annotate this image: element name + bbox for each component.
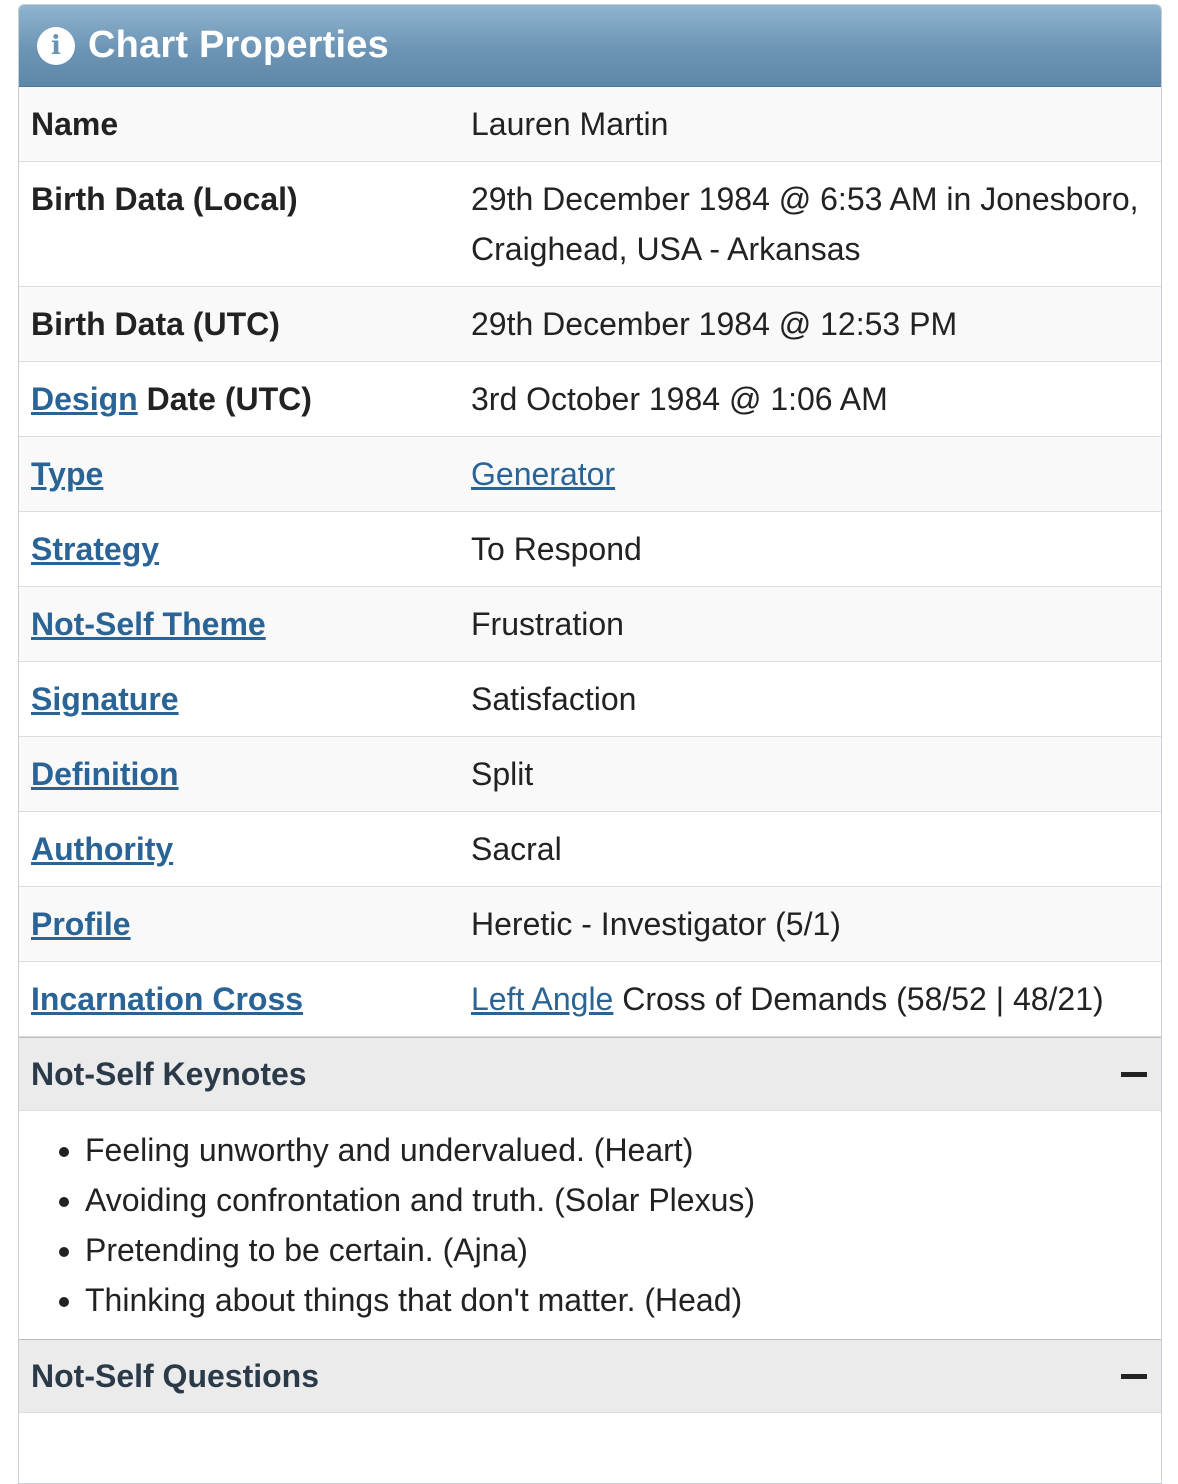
- table-row: [19, 887, 1161, 962]
- design-date-label: [19, 362, 459, 437]
- panel-title: Chart Properties: [88, 24, 389, 66]
- definition-value: Split: [459, 737, 1161, 812]
- authority-value: Sacral: [459, 812, 1161, 887]
- birth-local-label: Birth Data (Local): [19, 162, 459, 287]
- not-self-keynotes-title: Not-Self Keynotes: [31, 1055, 307, 1092]
- not-self-questions-header[interactable]: [19, 1339, 1161, 1413]
- name-value: Lauren Martin: [459, 87, 1161, 162]
- not-self-theme-value: Frustration: [459, 587, 1161, 662]
- info-icon: i: [37, 27, 75, 65]
- incarnation-cross-label-cell: [19, 962, 459, 1037]
- chart-properties-panel: [18, 4, 1162, 1484]
- generator-link[interactable]: Generator: [471, 456, 616, 492]
- table-row: [19, 962, 1161, 1037]
- type-value-cell: [459, 437, 1161, 512]
- signature-link[interactable]: Signature: [31, 681, 179, 717]
- not-self-theme-link[interactable]: Not-Self Theme: [31, 606, 266, 642]
- incarnation-cross-link[interactable]: Incarnation Cross: [31, 981, 304, 1017]
- table-row: [19, 512, 1161, 587]
- table-row: [19, 162, 1161, 287]
- not-self-keynotes-header[interactable]: [19, 1037, 1161, 1111]
- keynotes-list: [19, 1111, 1161, 1339]
- design-link[interactable]: Design: [31, 381, 138, 417]
- strategy-value: To Respond: [459, 512, 1161, 587]
- table-row: [19, 362, 1161, 437]
- list-item: • Avoiding confrontation and truth. (Solar Plexus): [85, 1175, 1161, 1225]
- signature-label-cell: [19, 662, 459, 737]
- table-row: [19, 287, 1161, 362]
- table-row: [19, 87, 1161, 162]
- table-row: [19, 587, 1161, 662]
- collapse-minus-icon[interactable]: [1121, 1374, 1147, 1379]
- not-self-theme-label-cell: [19, 587, 459, 662]
- authority-link[interactable]: Authority: [31, 831, 174, 867]
- type-label-cell: [19, 437, 459, 512]
- name-label: Name: [19, 87, 459, 162]
- birth-local-value: 29th December 1984 @ 6:53 AM in Jonesboro, Craighead, USA - Arkansas: [459, 162, 1161, 287]
- collapse-minus-icon[interactable]: [1121, 1072, 1147, 1077]
- birth-utc-label: Birth Data (UTC): [19, 287, 459, 362]
- list-item: • Thinking about things that don't matter. (Head): [85, 1275, 1161, 1325]
- design-date-label-rest: Date (UTC): [137, 381, 312, 417]
- list-item: • Pretending to be certain. (Ajna): [85, 1225, 1161, 1275]
- definition-label-cell: [19, 737, 459, 812]
- table-row: [19, 662, 1161, 737]
- profile-value: Heretic - Investigator (5/1): [459, 887, 1161, 962]
- definition-link[interactable]: Definition: [31, 756, 179, 792]
- birth-utc-value[interactable]: 29th December 1984 @ 12:53 PM: [459, 287, 1161, 362]
- table-row: [19, 812, 1161, 887]
- properties-table: [19, 87, 1161, 1037]
- left-angle-link[interactable]: Left Angle: [471, 981, 614, 1017]
- not-self-questions-title: Not-Self Questions: [31, 1357, 320, 1394]
- design-date-value[interactable]: 3rd October 1984 @ 1:06 AM: [459, 362, 1161, 437]
- profile-link[interactable]: Profile: [31, 906, 131, 942]
- table-row: [19, 737, 1161, 812]
- table-row: [19, 437, 1161, 512]
- authority-label-cell: [19, 812, 459, 887]
- list-item: • Feeling unworthy and undervalued. (Heart): [85, 1125, 1161, 1175]
- profile-label-cell: [19, 887, 459, 962]
- strategy-link[interactable]: Strategy: [31, 531, 160, 567]
- signature-value: Satisfaction: [459, 662, 1161, 737]
- type-link[interactable]: Type: [31, 456, 104, 492]
- strategy-label-cell: [19, 512, 459, 587]
- incarnation-cross-rest: Cross of Demands (58/52 | 48/21): [613, 981, 1104, 1017]
- panel-header: [19, 5, 1161, 87]
- incarnation-cross-value: [459, 962, 1161, 1037]
